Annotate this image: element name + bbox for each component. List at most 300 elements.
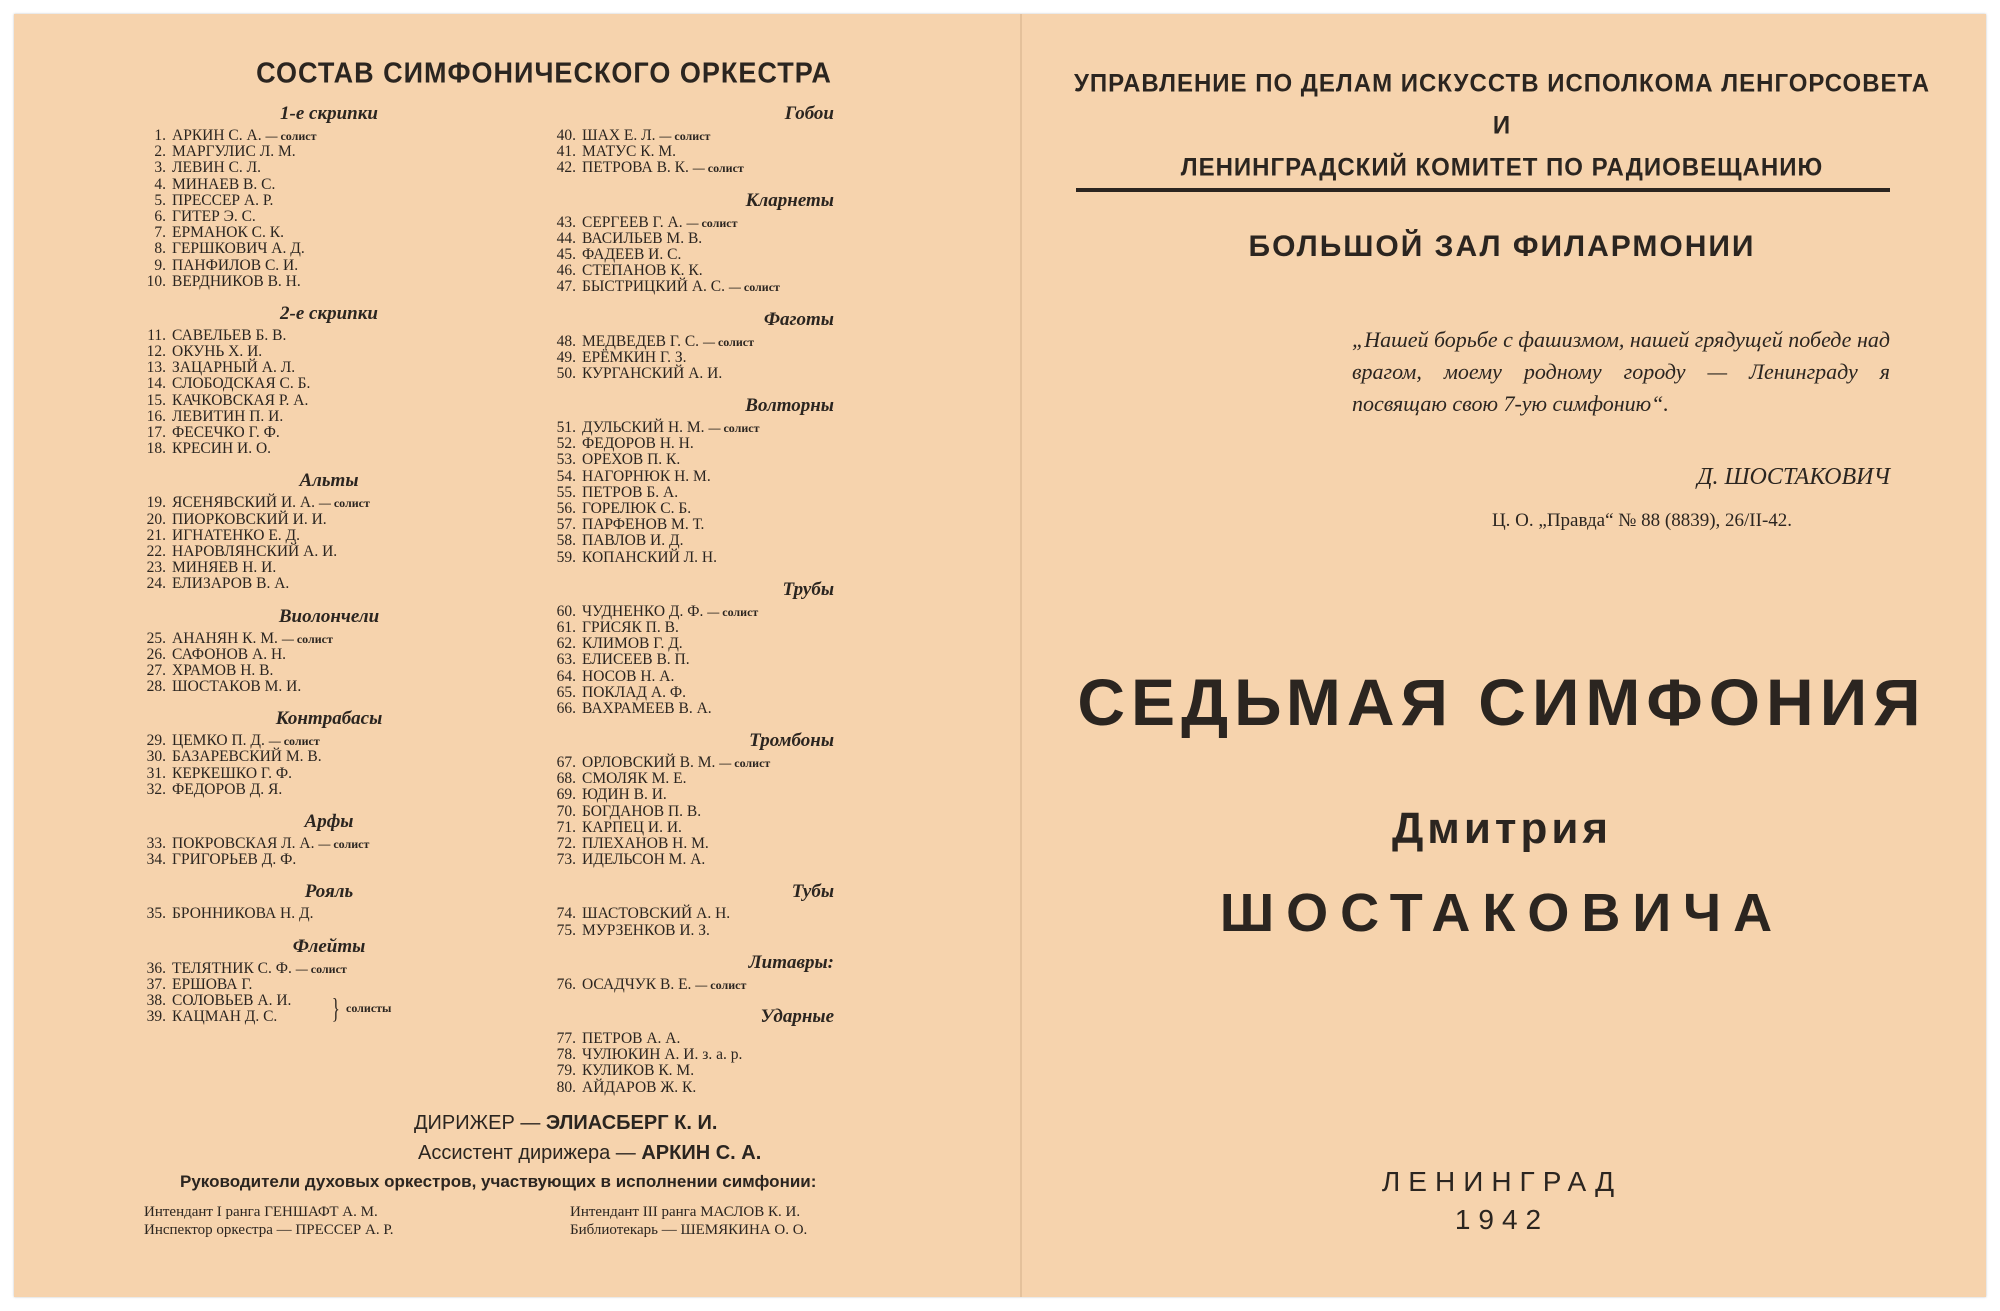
musician-row xyxy=(134,647,464,663)
musician-row xyxy=(134,177,464,193)
section-heading: Флейты xyxy=(292,935,366,957)
musician-number: 53. xyxy=(556,451,576,469)
musician-name: ФЕДОРОВ Н. Н. xyxy=(582,435,694,453)
musician-row xyxy=(134,209,464,225)
musician-number: 11. xyxy=(147,326,166,344)
musician-name: ПАВЛОВ И. Д. xyxy=(582,532,684,550)
musician-name: ПРЕССЕР А. Р. xyxy=(172,191,274,209)
organizer-line-2: И xyxy=(1492,111,1512,140)
instrument-section xyxy=(134,933,464,1026)
musician-name: ШОСТАКОВ М. И. xyxy=(172,678,302,696)
musician-row xyxy=(134,961,464,977)
musician-name: ПЕТРОВ А. А. xyxy=(582,1029,681,1047)
musician-number: 5. xyxy=(154,191,166,209)
musician-name: МАТУС К. М. xyxy=(582,143,677,161)
musician-number: 6. xyxy=(154,207,166,225)
musician-row xyxy=(544,906,874,922)
instrument-section xyxy=(544,878,874,938)
musician-number: 62. xyxy=(556,635,576,653)
musician-row xyxy=(134,376,464,392)
orchestra-column-b xyxy=(544,100,874,1096)
musician-row xyxy=(544,620,874,636)
musician-row xyxy=(544,1063,874,1079)
musician-name: ОРЕХОВ П. К. xyxy=(582,451,681,469)
musician-number: 34. xyxy=(146,851,166,869)
musician-row xyxy=(134,274,464,290)
musician-number: 44. xyxy=(556,229,576,247)
musician-name: ЕЛИСЕЕВ В. П. xyxy=(582,651,690,669)
musician-name: КЕРКЕШКО Г. Ф. xyxy=(172,764,292,782)
musician-row xyxy=(544,701,874,717)
staff-entry: Интендант III ранга МАСЛОВ К. И. xyxy=(570,1204,801,1220)
musician-number: 8. xyxy=(154,240,166,258)
musician-name: БОГДАНОВ П. В. xyxy=(582,802,702,820)
musician-name: ПИОРКОВСКИЙ И. И. xyxy=(172,510,327,528)
musician-number: 3. xyxy=(154,159,166,177)
musician-row xyxy=(544,263,874,279)
musician-number: 33. xyxy=(146,835,166,852)
musician-name: ПАРФЕНОВ М. Т. xyxy=(582,516,705,534)
staff-entry: Библиотекарь — ШЕМЯКИНА О. О. xyxy=(570,1222,808,1238)
musician-name: ГРИГОРЬЕВ Д. Ф. xyxy=(172,851,297,869)
musician-row xyxy=(134,782,464,798)
musician-number: 54. xyxy=(556,467,576,485)
musician-name: ВАХРАМЕЕВ В. А. xyxy=(582,699,712,717)
musician-number: 59. xyxy=(556,548,576,566)
section-heading: Трубы xyxy=(782,578,834,600)
brace-glyph: } xyxy=(331,993,340,1025)
orchestra-page xyxy=(14,14,1014,1297)
musician-row xyxy=(544,852,874,868)
musician-number: 80. xyxy=(556,1078,576,1096)
musician-name: ФЕСЕЧКО Г. Ф. xyxy=(172,424,280,441)
musician-row xyxy=(134,193,464,209)
instrument-section xyxy=(544,727,874,868)
instrument-section xyxy=(134,808,464,868)
section-heading: Литавры: xyxy=(748,951,834,973)
section-heading: Волторны xyxy=(745,395,834,417)
musician-name: НОСОВ Н. А. xyxy=(582,667,675,685)
musician-name: МИНЯЕВ Н. И. xyxy=(172,559,277,577)
program-sheet xyxy=(14,14,1986,1297)
musician-number: 24. xyxy=(146,575,166,593)
musician-name: ПОКРОВСКАЯ Л. А. xyxy=(172,835,315,852)
musician-row xyxy=(544,604,874,620)
musician-row xyxy=(544,279,874,295)
instrument-section xyxy=(134,300,464,458)
musician-role: — солист xyxy=(318,496,370,511)
musician-name: ЕРЁМКИН Г. З. xyxy=(582,348,687,366)
musician-role: — солист xyxy=(702,334,754,349)
section-heading: Тромбоны xyxy=(749,730,834,752)
musician-row xyxy=(134,1009,464,1025)
instrument-section xyxy=(544,949,874,993)
musician-name: ГРИСЯК П. В. xyxy=(582,618,679,636)
musician-row xyxy=(544,366,874,382)
musician-row xyxy=(134,144,464,160)
epigraph-source: Ц. О. „Правда“ № 88 (8839), 26/II-42. xyxy=(1491,510,1793,531)
assistant-label: Ассистент дирижера — xyxy=(418,1142,636,1164)
epigraph-quote: „Нашей борьбе с фашизмом, нашей грядущей победе над врагом, моему родному городу — Ленинграду я посвящаю свою 7-ую симфонию“. xyxy=(1352,327,1890,416)
musician-number: 73. xyxy=(556,851,576,869)
musician-number: 20. xyxy=(146,510,166,528)
staff-entry: Инспектор оркестра — ПРЕССЕР А. Р. xyxy=(144,1222,394,1238)
instrument-section xyxy=(544,306,874,383)
musician-row xyxy=(134,393,464,409)
musician-name: КАЧКОВСКАЯ Р. А. xyxy=(172,391,309,409)
musician-name: СЕРГЕЕВ Г. А. xyxy=(582,213,683,231)
musician-number: 66. xyxy=(556,699,576,717)
musician-role: — солист xyxy=(268,734,320,749)
musician-number: 72. xyxy=(556,835,576,852)
musician-number: 41. xyxy=(556,143,576,161)
musician-name: ФАДЕЕВ И. С. xyxy=(582,245,682,263)
musician-role: — солист xyxy=(281,631,333,646)
section-heading: Фаготы xyxy=(763,308,834,330)
musician-role: — солист xyxy=(719,756,771,771)
musician-number: 39. xyxy=(146,1008,166,1026)
musician-number: 60. xyxy=(556,602,576,620)
staff-entry: Интендант I ранга ГЕНШАФТ А. М. xyxy=(144,1204,378,1220)
musician-row xyxy=(544,787,874,803)
musician-number: 28. xyxy=(146,678,166,696)
musician-row xyxy=(544,771,874,787)
musician-name: ХРАМОВ Н. В. xyxy=(172,661,274,679)
musician-row xyxy=(134,360,464,376)
epigraph-author: Д. ШОСТАКОВИЧ xyxy=(1697,464,1890,490)
musician-number: 7. xyxy=(154,224,166,242)
musician-row xyxy=(134,544,464,560)
musician-row xyxy=(544,977,874,993)
musician-name: ЮДИН В. И. xyxy=(582,786,667,804)
musician-row xyxy=(134,409,464,425)
instrument-section xyxy=(134,603,464,696)
musician-row xyxy=(544,420,874,436)
orchestra-column-a xyxy=(134,100,464,1025)
musician-row xyxy=(544,501,874,517)
instrument-section xyxy=(134,878,464,922)
musician-number: 67. xyxy=(556,754,576,772)
musician-number: 38. xyxy=(146,991,166,1009)
musician-name: АЙДАРОВ Ж. К. xyxy=(582,1078,697,1096)
musician-row xyxy=(134,560,464,576)
musician-number: 12. xyxy=(146,343,166,361)
musician-name: КЛИМОВ Г. Д. xyxy=(582,635,683,653)
musician-row xyxy=(134,733,464,749)
section-heading: 2-е скрипки xyxy=(280,302,378,324)
musician-number: 58. xyxy=(556,532,576,550)
musician-name: ПАНФИЛОВ С. И. xyxy=(172,256,299,274)
musician-row xyxy=(544,160,874,176)
musician-name: ПЕТРОВА В. К. xyxy=(582,159,689,177)
musician-number: 10. xyxy=(146,272,166,290)
musician-name: МАРГУЛИС Л. М. xyxy=(172,143,296,161)
musician-row xyxy=(544,452,874,468)
musician-number: 19. xyxy=(146,494,166,512)
musician-number: 1. xyxy=(154,127,166,144)
orchestra-title: СОСТАВ СИМФОНИЧЕСКОГО ОРКЕСТРА xyxy=(256,57,832,89)
musician-role: — солист xyxy=(695,977,747,992)
musician-name: МУРЗЕНКОВ И. З. xyxy=(582,921,710,939)
section-heading: Арфы xyxy=(304,811,354,832)
musician-number: 64. xyxy=(556,667,576,685)
city: ЛЕНИНГРАД xyxy=(1381,1166,1623,1197)
musician-role: — солист xyxy=(659,129,711,143)
musician-number: 71. xyxy=(556,818,576,836)
musician-name: ФЕДОРОВ Д. Я. xyxy=(172,780,283,798)
musician-row xyxy=(134,836,464,852)
musician-number: 42. xyxy=(556,159,576,177)
musician-name: ЗАЦАРНЫЙ А. Л. xyxy=(172,359,296,377)
musician-row xyxy=(134,512,464,528)
musician-number: 21. xyxy=(146,526,166,544)
musician-row xyxy=(134,906,464,922)
musician-number: 9. xyxy=(154,256,166,274)
musician-role: — солист xyxy=(318,837,370,851)
musician-name: ПОКЛАД А. Ф. xyxy=(582,683,686,701)
musician-name: БЫСТРИЦКИЙ А. С. xyxy=(582,278,725,296)
musician-number: 48. xyxy=(556,332,576,350)
musician-row xyxy=(134,766,464,782)
instrument-section xyxy=(544,1003,874,1096)
musician-row xyxy=(134,993,464,1009)
musician-row xyxy=(134,425,464,441)
musician-row xyxy=(544,485,874,501)
musician-name: ПЛЕХАНОВ Н. М. xyxy=(582,835,709,852)
musician-name: ЕРШОВА Г. xyxy=(172,975,253,993)
musician-number: 15. xyxy=(146,391,166,409)
musician-row xyxy=(544,652,874,668)
musician-number: 76. xyxy=(556,975,576,993)
musician-name: БРОННИКОВА Н. Д. xyxy=(172,905,314,923)
musician-name: ЛЕВИТИН П. И. xyxy=(172,407,284,425)
musician-name: ОСАДЧУК В. Е. xyxy=(582,975,692,993)
musician-number: 4. xyxy=(154,175,166,193)
musician-name: БАЗАРЕВСКИЙ М. В. xyxy=(172,748,322,766)
musician-number: 46. xyxy=(556,262,576,280)
musician-number: 51. xyxy=(556,419,576,437)
instrument-section xyxy=(134,100,464,290)
musician-name: ВАСИЛЬЕВ М. В. xyxy=(582,229,703,247)
musician-name: ОКУНЬ Х. И. xyxy=(172,343,263,361)
musician-name: ЕРМАНОК С. К. xyxy=(172,224,284,242)
musician-number: 14. xyxy=(146,375,166,393)
musician-name: АРКИН С. А. xyxy=(172,127,262,144)
musician-name: КОПАНСКИЙ Л. Н. xyxy=(582,548,717,566)
wind-orchestra-heading: Руководители духовых оркестров, участвующих в исполнении симфонии: xyxy=(180,1172,817,1191)
musician-row xyxy=(134,495,464,511)
musician-name: СЛОБОДСКАЯ С. Б. xyxy=(172,375,311,393)
musician-name: СМОЛЯК М. Е. xyxy=(582,770,687,788)
musician-row xyxy=(134,852,464,868)
soloists-label: солисты xyxy=(346,1000,392,1015)
musician-number: 65. xyxy=(556,683,576,701)
musician-name: ГОРЕЛЮК С. Б. xyxy=(582,500,692,517)
musician-name: КАЦМАН Д. С. xyxy=(172,1008,278,1026)
musician-name: МЕДВЕДЕВ Г. С. xyxy=(582,332,700,350)
musician-row xyxy=(134,749,464,765)
musician-name: ШАСТОВСКИЙ А. Н. xyxy=(582,905,731,923)
musician-row xyxy=(544,469,874,485)
musician-number: 43. xyxy=(556,213,576,231)
musician-number: 55. xyxy=(556,483,576,501)
musician-role: — солист xyxy=(707,604,759,619)
musician-number: 61. xyxy=(556,618,576,636)
musician-row xyxy=(134,528,464,544)
soloists-group xyxy=(134,993,464,1025)
musician-row xyxy=(544,636,874,652)
musician-name: НАРОВЛЯНСКИЙ А. И. xyxy=(172,542,338,560)
musician-number: 30. xyxy=(146,748,166,766)
musician-name: ВЕРДНИКОВ В. Н. xyxy=(172,272,301,290)
composer-first-name: Дмитрия xyxy=(1391,804,1613,853)
musician-name: ГИТЕР Э. С. xyxy=(172,207,256,225)
musician-row xyxy=(544,550,874,566)
musician-name: ДУЛЬСКИЙ Н. М. xyxy=(582,419,705,437)
musician-row xyxy=(134,225,464,241)
musician-row xyxy=(544,215,874,231)
section-heading: Альты xyxy=(299,470,359,492)
musician-name: ИДЕЛЬСОН М. А. xyxy=(582,851,706,869)
musician-name: ЦЕМКО П. Д. xyxy=(172,732,265,750)
musician-name: АНАНЯН К. М. xyxy=(172,629,278,647)
musician-role: — солист xyxy=(728,280,780,295)
musician-name: ГЕРШКОВИЧ А. Д. xyxy=(172,240,305,258)
musician-number: 37. xyxy=(146,975,166,993)
organizer-line-1: УПРАВЛЕНИЕ ПО ДЕЛАМ ИСКУССТВ ИСПОЛКОМА ЛЕНГОРСОВЕТА xyxy=(1073,69,1931,98)
musician-role: — солист xyxy=(686,215,738,230)
musician-number: 32. xyxy=(146,780,166,798)
musician-row xyxy=(134,344,464,360)
musician-number: 75. xyxy=(556,921,576,939)
musician-name: САФОНОВ А. Н. xyxy=(172,645,287,663)
musician-row xyxy=(134,576,464,592)
musician-row xyxy=(134,631,464,647)
instrument-section xyxy=(544,576,874,717)
musician-number: 16. xyxy=(146,407,166,425)
musician-row xyxy=(544,669,874,685)
musician-row xyxy=(134,663,464,679)
musician-row xyxy=(544,923,874,939)
musician-number: 78. xyxy=(556,1046,576,1064)
musician-number: 22. xyxy=(146,542,166,560)
musician-number: 29. xyxy=(146,732,166,750)
section-heading: Контрабасы xyxy=(275,708,383,730)
musician-number: 57. xyxy=(556,516,576,534)
musician-role: — солист xyxy=(692,161,744,176)
musician-row xyxy=(544,334,874,350)
musician-name: ТЕЛЯТНИК С. Ф. xyxy=(172,959,292,977)
musician-row xyxy=(544,247,874,263)
musician-number: 70. xyxy=(556,802,576,820)
musician-row xyxy=(544,533,874,549)
musician-number: 25. xyxy=(146,629,166,647)
musician-role: — солист xyxy=(708,421,760,436)
musician-number: 50. xyxy=(556,364,576,382)
musician-number: 47. xyxy=(556,278,576,296)
musician-number: 31. xyxy=(146,764,166,782)
instrument-section xyxy=(134,705,464,798)
section-heading: Виолончели xyxy=(278,605,380,627)
musician-number: 2. xyxy=(154,143,166,161)
musician-row xyxy=(134,328,464,344)
musician-row xyxy=(134,160,464,176)
musician-name: ПЕТРОВ Б. А. xyxy=(582,483,679,501)
conductor-name: ЭЛИАСБЕРГ К. И. xyxy=(545,1112,718,1134)
musician-row xyxy=(134,977,464,993)
musician-number: 35. xyxy=(146,905,166,923)
musician-name: ОРЛОВСКИЙ В. М. xyxy=(582,754,716,772)
musician-row xyxy=(544,231,874,247)
musician-number: 77. xyxy=(556,1029,576,1047)
venue-title: БОЛЬШОЙ ЗАЛ ФИЛАРМОНИИ xyxy=(1248,230,1756,263)
instrument-section xyxy=(134,467,464,592)
musician-name: ЛЕВИН С. Л. xyxy=(172,159,262,177)
musician-row xyxy=(544,128,874,144)
musician-name: СОЛОВЬЕВ А. И. xyxy=(172,991,292,1009)
musician-row xyxy=(544,1080,874,1096)
musician-number: 27. xyxy=(146,661,166,679)
instrument-section xyxy=(544,392,874,566)
musician-row xyxy=(134,441,464,457)
instrument-section xyxy=(544,100,874,177)
musician-number: 23. xyxy=(146,559,166,577)
section-heading: Кларнеты xyxy=(745,189,834,211)
section-heading: Ударные xyxy=(760,1005,834,1027)
section-heading: Тубы xyxy=(791,881,834,903)
musician-number: 40. xyxy=(556,127,576,144)
musician-name: КРЕСИН И. О. xyxy=(172,440,272,458)
musician-name: ИГНАТЕНКО Е. Д. xyxy=(172,526,300,544)
musician-number: 26. xyxy=(146,645,166,663)
musician-name: ЕЛИЗАРОВ В. А. xyxy=(172,575,290,593)
musician-number: 74. xyxy=(556,905,576,923)
header-rule xyxy=(1076,188,1890,192)
musician-number: 69. xyxy=(556,786,576,804)
musician-row xyxy=(544,1047,874,1063)
assistant-name: АРКИН С. А. xyxy=(641,1142,762,1164)
conductor-label: ДИРИЖЕР — xyxy=(414,1112,541,1134)
musician-number: 36. xyxy=(146,959,166,977)
musician-name: СТЕПАНОВ К. К. xyxy=(582,262,703,280)
musician-number: 52. xyxy=(556,435,576,453)
organizer-line-3: ЛЕНИНГРАДСКИЙ КОМИТЕТ ПО РАДИОВЕЩАНИЮ xyxy=(1180,153,1824,182)
musician-row xyxy=(544,685,874,701)
instrument-section xyxy=(544,187,874,296)
assistant-line xyxy=(418,1142,761,1165)
musician-row xyxy=(134,679,464,695)
musician-name: ШАХ Е. Л. xyxy=(582,127,656,144)
musician-row xyxy=(134,258,464,274)
musician-row xyxy=(544,350,874,366)
musician-row xyxy=(544,820,874,836)
musician-row xyxy=(544,804,874,820)
musician-name: КУРГАНСКИЙ А. И. xyxy=(582,364,723,382)
section-heading: Рояль xyxy=(304,881,354,903)
musician-row xyxy=(544,144,874,160)
musician-number: 45. xyxy=(556,245,576,263)
musician-name: ЧУЛЮКИН А. И. з. а. р. xyxy=(582,1046,743,1064)
musician-number: 79. xyxy=(556,1062,576,1080)
composer-last-name: ШОСТАКОВИЧА xyxy=(1219,883,1785,943)
conductor-line xyxy=(414,1112,717,1135)
musician-name: МИНАЕВ В. С. xyxy=(172,175,276,193)
musician-number: 68. xyxy=(556,770,576,788)
musician-row xyxy=(544,1031,874,1047)
musician-name: ЧУДНЕНКО Д. Ф. xyxy=(582,602,704,620)
musician-row xyxy=(134,241,464,257)
musician-name: КАРПЕЦ И. И. xyxy=(582,818,682,836)
